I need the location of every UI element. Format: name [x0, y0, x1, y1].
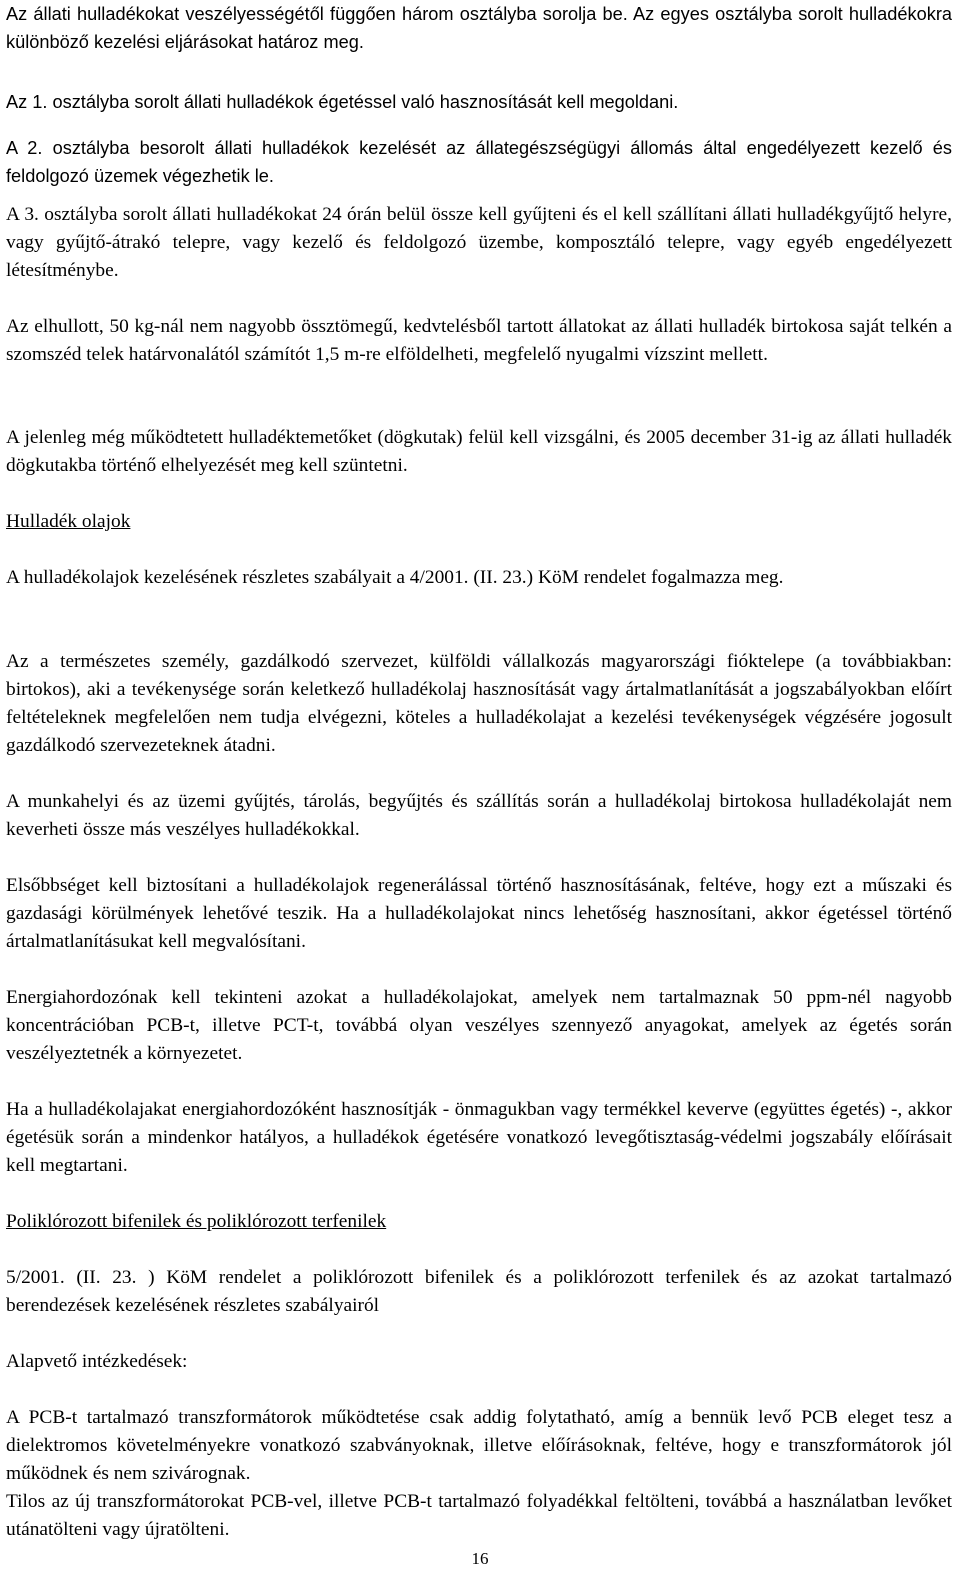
- paragraph-class-3: A 3. osztályba sorolt állati hulladékokat 24 órán belül össze kell gyűjteni és el kell szállítani állati hulladékgyűjtő helyre, vagy gyűjtő-átrakó telepre, vagy kezelő és feldolgozó üzembe, komposztáló telepre, vagy egyéb engedélyezett létesítménybe.: [6, 204, 952, 281]
- paragraph-burial: Az elhullott, 50 kg-nál nem nagyobb össztömegű, kedvtelésből tartott állatokat az állati hulladék birtokosa saját telkén a szomszéd telek határvonalától számítót 1,5 m-re elföldelheti, megfelelő nyugalmi vízszint mellett.: [6, 316, 952, 365]
- page-number: 16: [471, 1549, 489, 1568]
- paragraph-dogkutak: A jelenleg még működtetett hulladéktemetőket (dögkutak) felül kell vizsgálni, és 2005 december 31-ig az állati hulladék dögkutakba történő elhelyezését meg kell szüntetni.: [6, 427, 952, 476]
- paragraph-pcb-regulation: 5/2001. (II. 23. ) KöM rendelet a poliklórozott bifenilek és a poliklórozott terfenilek és az azokat tartalmazó berendezések kezelésének részletes szabályairól: [6, 1267, 952, 1316]
- paragraph-oil-regulation: A hulladékolajok kezelésének részletes szabályait a 4/2001. (II. 23.) KöM rendelet fogalmazza meg.: [6, 567, 784, 588]
- heading-waste-oils: Hulladék olajok: [6, 511, 131, 532]
- paragraph-class-1: Az 1. osztályba sorolt állati hulladékok égetéssel való hasznosítását kell megoldani.: [6, 92, 679, 112]
- paragraph-incineration: Ha a hulladékolajakat energiahordozóként hasznosítják - önmagukban vagy termékkel keverve (együttes égetés) -, akkor égetésük során a mindenkor hatályos, a hulladékok égetésére vonatkozó levegőtisztaság-védelmi jogszabály előírásait kell megtartani.: [6, 1099, 952, 1176]
- paragraph-transformers: A PCB-t tartalmazó transzformátorok működtetése csak addig folytatható, amíg a bennük levő PCB eleget tesz a dielektromos követelményekre vonatkozó szabványoknak, illetve előírásoknak, feltéve, hogy e transzformátorok jól működnek és nem szivárognak.: [6, 1407, 952, 1484]
- paragraph-intro: Az állati hulladékokat veszélyességétől függően három osztályba sorolja be. Az egyes osztályba sorolt hulladékokra különböző kezelési eljárásokat határoz meg.: [6, 4, 952, 52]
- paragraph-class-2: A 2. osztályba besorolt állati hulladékok kezelését az állategészségügyi állomás által engedélyezett kezelő és feldolgozó üzemek végezhetik le.: [6, 138, 952, 186]
- paragraph-no-mixing: A munkahelyi és az üzemi gyűjtés, tárolás, begyűjtés és szállítás során a hulladékolaj birtokosa hulladékolaját nem keverheti össze más veszélyes hulladékokkal.: [6, 791, 952, 840]
- paragraph-energy-source: Energiahordozónak kell tekinteni azokat a hulladékolajokat, amelyek nem tartalmaznak 50 ppm-nél nagyobb koncentrációban PCB-t, illetve PCT-t, továbbá olyan veszélyes szennyező anyagokat, amelyek az égetés során veszélyeztetnék a környezetet.: [6, 987, 952, 1064]
- heading-basic-measures: Alapvető intézkedések:: [6, 1351, 188, 1372]
- paragraph-regeneration: Elsőbbséget kell biztosítani a hulladékolajok regenerálással történő hasznosításának, feltéve, hogy ezt a műszaki és gazdasági körülmények lehetővé teszik. Ha a hulladékolajokat nincs lehetőség hasznosítani, akkor égetéssel történő ártalmatlanításukat kell megvalósítani.: [6, 875, 952, 952]
- paragraph-owner-duty: Az a természetes személy, gazdálkodó szervezet, külföldi vállalkozás magyarországi fióktelepe (a továbbiakban: birtokos), aki a tevékenysége során keletkező hulladékolaj hasznosítását vagy ártalmatlanítását a jogszabályokban előírt feltételeknek megfelelően nem tudja elvégezni, köteles a hulladékolajat a kezelési tevékenységek végzésére jogosult gazdálkodó szervezeteknek átadni.: [6, 651, 952, 756]
- heading-pcb: Poliklórozott bifenilek és poliklórozott terfenilek: [6, 1211, 387, 1232]
- paragraph-refill-ban: Tilos az új transzformátorokat PCB-vel, illetve PCB-t tartalmazó folyadékkal feltölteni, továbbá a használatban levőket utánatölteni vagy újratölteni.: [6, 1491, 952, 1540]
